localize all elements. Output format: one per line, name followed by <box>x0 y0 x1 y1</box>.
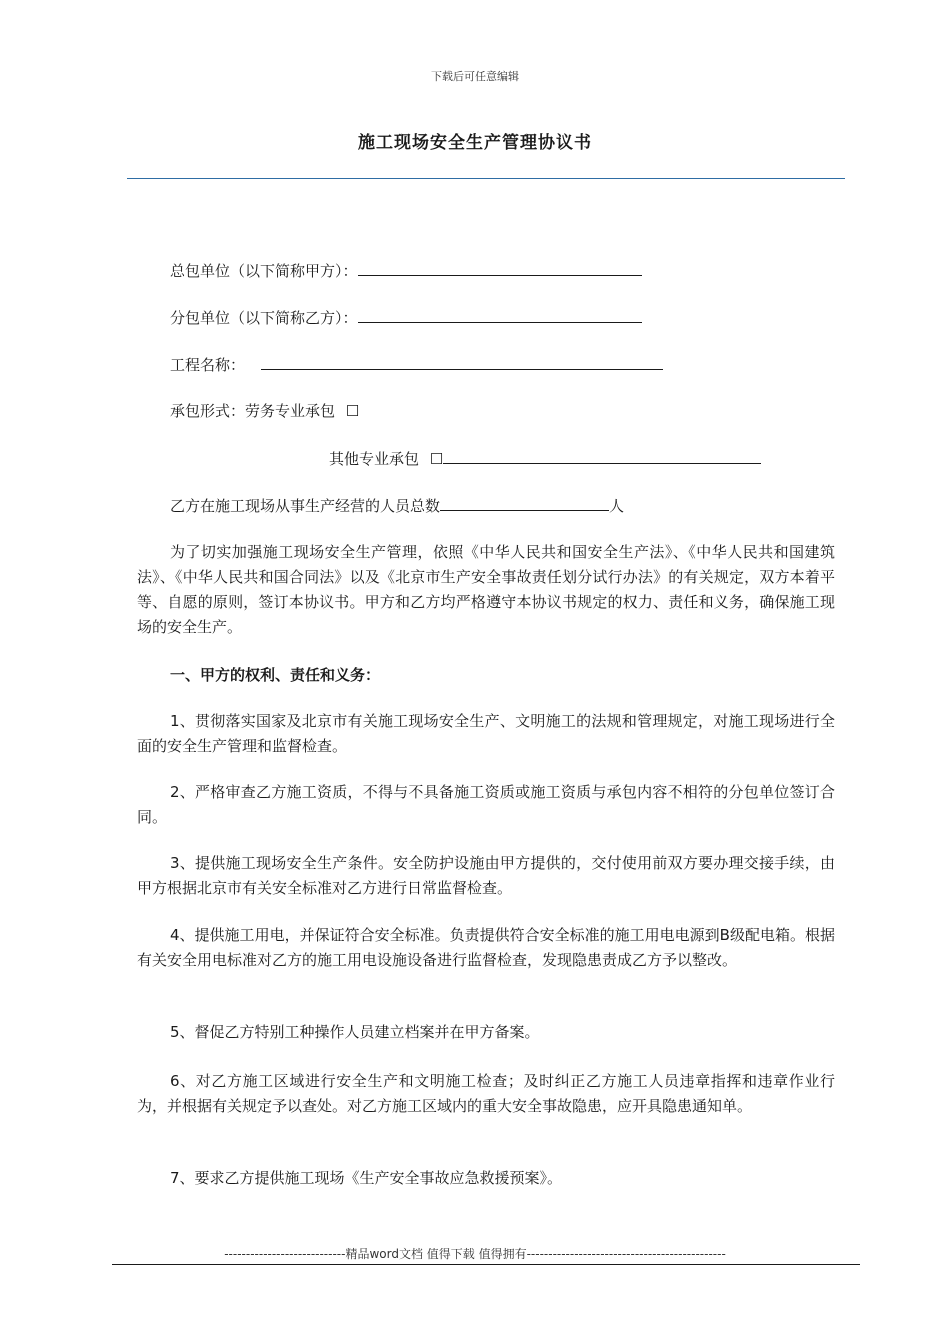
headcount-unit: 人 <box>609 497 625 515</box>
contract-form-field <box>170 401 359 421</box>
other-checkbox: ☐ <box>429 450 444 468</box>
project-name-label: 工程名称： <box>170 356 246 374</box>
subcontractor-blank <box>358 307 642 323</box>
subcontractor-field <box>170 307 642 328</box>
clause-2: 2、严格审查乙方施工资质，不得与不具备施工资质或施工资质与承包内容不相符的分包单位签订合同。 <box>137 783 835 826</box>
headcount-field <box>170 495 624 516</box>
contract-form-label: 承包形式：劳务专业承包 <box>170 402 336 420</box>
other-form-blank <box>443 448 761 464</box>
page-title: 施工现场安全生产管理协议书 <box>358 133 592 153</box>
intro-paragraph: 为了切实加强施工现场安全生产管理，依照《中华人民共和国安全生产法》、《中华人民共和国建筑法》、《中华人民共和国合同法》以及《北京市生产安全事故责任划分试行办法》的有关规定，双方本着平等、自愿的原则，签订本协议书。甲方和乙方均严格遵守本协议书规定的权力、责任和义务，确保施工现场的安全生产。 <box>137 543 835 636</box>
section1-heading: 一、甲方的权利、责任和义务： <box>170 666 381 684</box>
project-name-blank <box>261 354 663 370</box>
headcount-blank <box>440 495 609 511</box>
clause-3: 3、提供施工现场安全生产条件。安全防护设施由甲方提供的，交付使用前双方要办理交接手续，由甲方根据北京市有关安全标准对乙方进行日常监督检查。 <box>137 854 835 897</box>
clause-4: 4、提供施工用电，并保证符合安全标准。负责提供符合安全标准的施工用电电源到B级配电箱。根据有关安全用电标准对乙方的施工用电设施设备进行监督检查，发现隐患责成乙方予以整改。 <box>137 926 835 969</box>
title-divider <box>127 178 845 179</box>
other-form-label: 其他专业承包 <box>329 450 420 468</box>
footer-note: ----------------------------精品word文档 值得下载 值得拥有---------------------------------------------- <box>224 1247 726 1261</box>
clause-1: 1、贯彻落实国家及北京市有关施工现场安全生产、文明施工的法规和管理规定，对施工现场进行全面的安全生产管理和监督检查。 <box>137 712 835 755</box>
labor-checkbox: ☐ <box>345 402 360 420</box>
general-contractor-label: 总包单位（以下简称甲方）： <box>170 262 358 280</box>
headcount-label: 乙方在施工现场从事生产经营的人员总数 <box>170 497 441 515</box>
other-form-field <box>329 448 761 469</box>
clause-5: 5、督促乙方特别工种操作人员建立档案并在甲方备案。 <box>170 1023 540 1041</box>
project-name-field <box>170 354 663 375</box>
subcontractor-label: 分包单位（以下简称乙方）： <box>170 309 358 327</box>
header-note: 下载后可任意编辑 <box>431 70 519 83</box>
general-contractor-field <box>170 260 642 281</box>
general-contractor-blank <box>358 260 642 276</box>
clause-6: 6、对乙方施工区域进行安全生产和文明施工检查；及时纠正乙方施工人员违章指挥和违章作业行为，并根据有关规定予以查处。对乙方施工区域内的重大安全事故隐患，应开具隐患通知单。 <box>137 1072 835 1115</box>
clause-7: 7、要求乙方提供施工现场《生产安全事故应急救援预案》。 <box>170 1169 563 1187</box>
footer-divider <box>112 1264 860 1265</box>
